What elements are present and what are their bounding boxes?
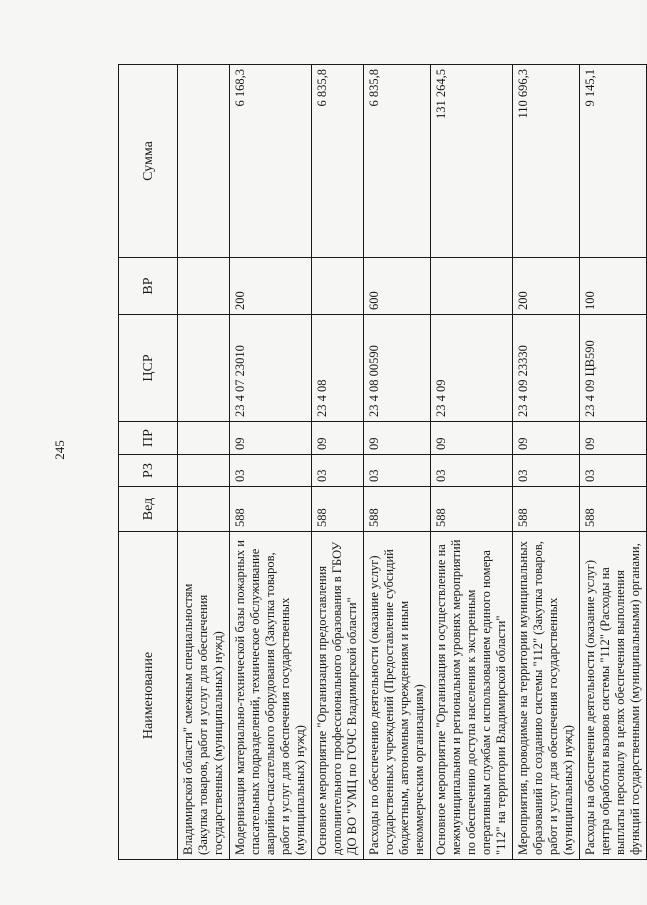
row-pr: 09 [580,422,647,455]
row-pr: 09 [431,422,513,455]
row-vr [431,258,513,315]
table-row [178,65,230,860]
row-csr: 23 4 08 00590 [364,315,431,422]
row-ved [178,487,230,532]
table-row [230,65,312,860]
row-ved: 588 [513,487,580,532]
row-ved: 588 [312,487,364,532]
row-vr: 200 [230,258,312,315]
column-header-vr: ВР [119,258,178,315]
row-name: Владимирской области" смежным специальностям (Закупка товаров, работ и услуг для обеспечения государственных (муниципальных) нужд) [178,532,230,860]
page-number: 245 [52,440,67,460]
row-sum: 6 835,8 [364,65,431,258]
row-ved: 588 [364,487,431,532]
row-csr: 23 4 09 23330 [513,315,580,422]
table-row [364,65,431,860]
row-rz: 03 [431,455,513,487]
row-rz: 03 [230,455,312,487]
row-csr: 23 4 08 [312,315,364,422]
row-pr [178,422,230,455]
row-pr: 09 [513,422,580,455]
row-vr [312,258,364,315]
row-sum: 6 168,3 [230,65,312,258]
row-pr: 09 [230,422,312,455]
row-name: Основное мероприятие "Организация и осуществление на межмуниципальном и региональном уровнях мероприятий по обеспечению доступа населения к экстренным оперативным службам с использованием единого номера "112" на территории Владимирской области" [431,532,513,860]
row-vr [178,258,230,315]
row-vr: 600 [364,258,431,315]
table-row [312,65,364,860]
row-sum: 6 835,8 [312,65,364,258]
row-csr [178,315,230,422]
row-rz [178,455,230,487]
rotated-table-container [118,65,642,860]
row-rz: 03 [312,455,364,487]
column-header-ved: Вед [119,487,178,532]
row-vr: 200 [513,258,580,315]
row-csr: 23 4 09 ЦВ590 [580,315,647,422]
column-header-rz: РЗ [119,455,178,487]
row-sum: 110 696,3 [513,65,580,258]
budget-table [118,64,647,860]
row-rz: 03 [364,455,431,487]
row-csr: 23 4 07 23010 [230,315,312,422]
row-name: Мероприятия, проводимые на территории муниципальных образований по созданию системы "112" (Закупка товаров, работ и услуг для обеспечения государственных (муниципальных) нужд) [513,532,580,860]
row-sum [178,65,230,258]
column-header-pr: ПР [119,422,178,455]
row-name: Основное мероприятие "Организация предоставления дополнительного профессионального образования в ГБОУ ДО ВО "УМЦ по ГОЧС Владимирской области" [312,532,364,860]
row-ved: 588 [431,487,513,532]
row-rz: 03 [580,455,647,487]
row-sum: 9 145,1 [580,65,647,258]
row-name: Расходы на обеспечение деятельности (оказание услуг) центра обработки вызовов системы "112" (Расходы на выплаты персоналу в целях обеспечения выполнения функций государственными (муниципальными) органами, [580,532,647,860]
column-header-csr: ЦСР [119,315,178,422]
row-pr: 09 [364,422,431,455]
row-ved: 588 [230,487,312,532]
column-header-name: Наименование [119,532,178,860]
row-pr: 09 [312,422,364,455]
row-vr: 100 [580,258,647,315]
row-name: Расходы по обеспечению деятельности (оказание услуг) государственных учреждений (Предоставление субсидий бюджетным, автономным учреждениям и иным некоммерческим организациям) [364,532,431,860]
row-csr: 23 4 09 [431,315,513,422]
table-row [513,65,580,860]
row-ved: 588 [580,487,647,532]
row-name: Модернизация материально-технической базы пожарных и спасательных подразделений, техническое обслуживание аварийно-спасательного оборудования (Закупка товаров, работ и услуг для обеспечения государственных (муниципальных) нужд) [230,532,312,860]
row-sum: 131 264,5 [431,65,513,258]
table-header-row [119,65,178,860]
row-rz: 03 [513,455,580,487]
column-header-sum: Сумма [119,65,178,258]
table-row [580,65,647,860]
table-row [431,65,513,860]
